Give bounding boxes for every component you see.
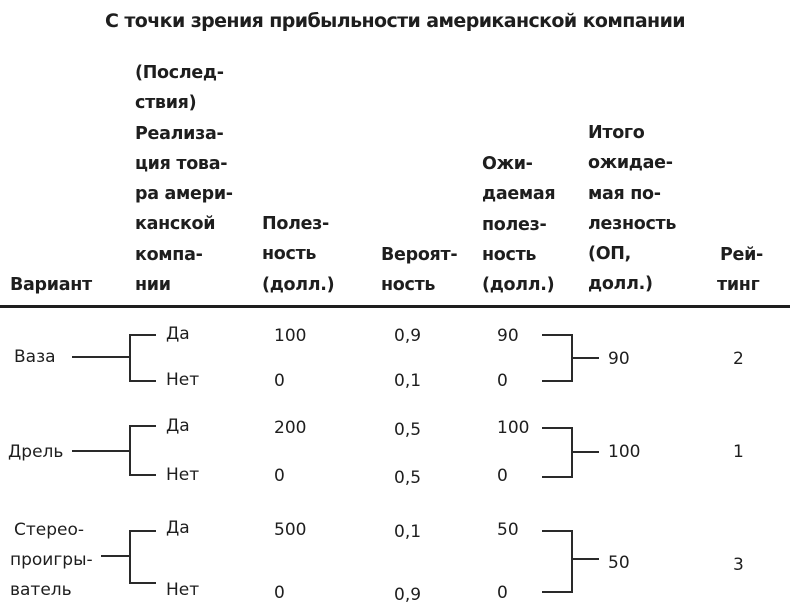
header-line: Рей- <box>720 245 764 265</box>
utility-value: 0 <box>274 583 285 603</box>
header-probability <box>381 240 457 301</box>
expected-value: 100 <box>497 418 530 438</box>
merge-bracket-line <box>542 591 572 593</box>
outcome-label: Да <box>166 518 190 538</box>
variant-label: Дрель <box>8 442 64 462</box>
header-line: Итого <box>588 123 645 143</box>
tree-branch-line <box>129 530 156 532</box>
page-title: С точки зрения прибыльности американской компании <box>105 10 685 32</box>
header-line: канской <box>135 214 216 235</box>
merge-bracket-line <box>542 380 572 382</box>
header-utility <box>262 209 334 300</box>
expected-value: 50 <box>497 520 519 540</box>
header-line: тинг <box>717 275 760 296</box>
outcome-label: Нет <box>166 465 200 485</box>
header-variant <box>10 270 92 300</box>
tree-branch-line <box>129 380 156 382</box>
variant-label-line: ватель <box>10 580 72 600</box>
expected-value: 0 <box>497 371 508 391</box>
merge-bracket-line <box>542 530 572 532</box>
variant-label-line: Стерео- <box>14 520 85 540</box>
merge-bracket-line <box>571 357 599 359</box>
header-line: ность <box>381 275 436 296</box>
outcome-label: Да <box>166 324 190 344</box>
merge-bracket-line <box>571 558 599 560</box>
header-line: (долл.) <box>262 274 335 295</box>
header-line: даемая <box>482 184 556 205</box>
header-line: долл.) <box>588 274 653 295</box>
header-line: Полез- <box>262 214 329 234</box>
probability-value: 0,5 <box>394 420 422 440</box>
header-line: (долл.) <box>482 275 555 296</box>
header-rating <box>717 240 763 301</box>
probability-value: 0,1 <box>394 522 422 542</box>
variant-label: Ваза <box>14 347 56 367</box>
total-expected-value: 50 <box>608 553 630 573</box>
header-line: ствия) <box>135 93 197 114</box>
header-consequence <box>135 58 233 300</box>
tree-branch-line <box>129 582 156 584</box>
header-line: нии <box>135 275 171 296</box>
utility-value: 100 <box>274 326 307 346</box>
outcome-label: Да <box>166 416 190 436</box>
tree-branch-line <box>72 450 130 452</box>
total-expected-value: 90 <box>608 349 630 369</box>
rating-value: 1 <box>733 442 744 462</box>
tree-branch-line <box>129 334 131 382</box>
header-line: компа- <box>135 244 203 265</box>
tree-branch-line <box>129 425 156 427</box>
header-line: ность <box>262 244 317 265</box>
probability-value: 0,9 <box>394 326 422 346</box>
expected-value: 90 <box>497 326 519 346</box>
header-line: Вероят- <box>381 245 458 265</box>
outcome-label: Нет <box>166 370 200 390</box>
utility-value: 500 <box>274 520 307 540</box>
header-expected-utility <box>482 149 555 300</box>
utility-value: 200 <box>274 418 307 438</box>
header-line: лезность <box>588 213 677 234</box>
tree-branch-line <box>72 356 130 358</box>
expected-value: 0 <box>497 466 508 486</box>
merge-bracket-line <box>542 476 572 478</box>
header-line: ция това- <box>135 153 228 174</box>
header-line: Вариант <box>10 275 92 295</box>
expected-value: 0 <box>497 583 508 603</box>
tree-branch-line <box>129 425 131 476</box>
utility-value: 0 <box>274 371 285 391</box>
probability-value: 0,1 <box>394 371 422 391</box>
utility-value: 0 <box>274 466 285 486</box>
header-line: (Послед- <box>135 63 224 83</box>
header-line: Реализа- <box>135 123 224 144</box>
header-line: (ОП, <box>588 244 631 265</box>
header-line: Ожи- <box>482 154 533 174</box>
total-expected-value: 100 <box>608 442 641 462</box>
probability-value: 0,9 <box>394 585 422 605</box>
merge-bracket-line <box>542 334 572 336</box>
probability-value: 0,5 <box>394 468 422 488</box>
header-line: ность <box>482 244 537 265</box>
header-total-expected-utility <box>588 118 676 300</box>
variant-label <box>10 515 93 605</box>
tree-branch-line <box>129 474 156 476</box>
header-line: полез- <box>482 214 547 235</box>
tree-branch-line <box>129 530 131 584</box>
rating-value: 2 <box>733 349 744 369</box>
header-divider <box>0 305 790 308</box>
merge-bracket-line <box>571 530 573 593</box>
merge-bracket-line <box>542 427 572 429</box>
merge-bracket-line <box>571 451 599 453</box>
tree-branch-line <box>129 334 156 336</box>
header-line: ожидае- <box>588 153 673 174</box>
tree-branch-line <box>101 555 130 557</box>
header-line: мая по- <box>588 183 661 204</box>
rating-value: 3 <box>733 555 744 575</box>
variant-label-line: проигры- <box>10 550 93 570</box>
header-line: ра амери- <box>135 184 233 205</box>
outcome-label: Нет <box>166 580 200 600</box>
